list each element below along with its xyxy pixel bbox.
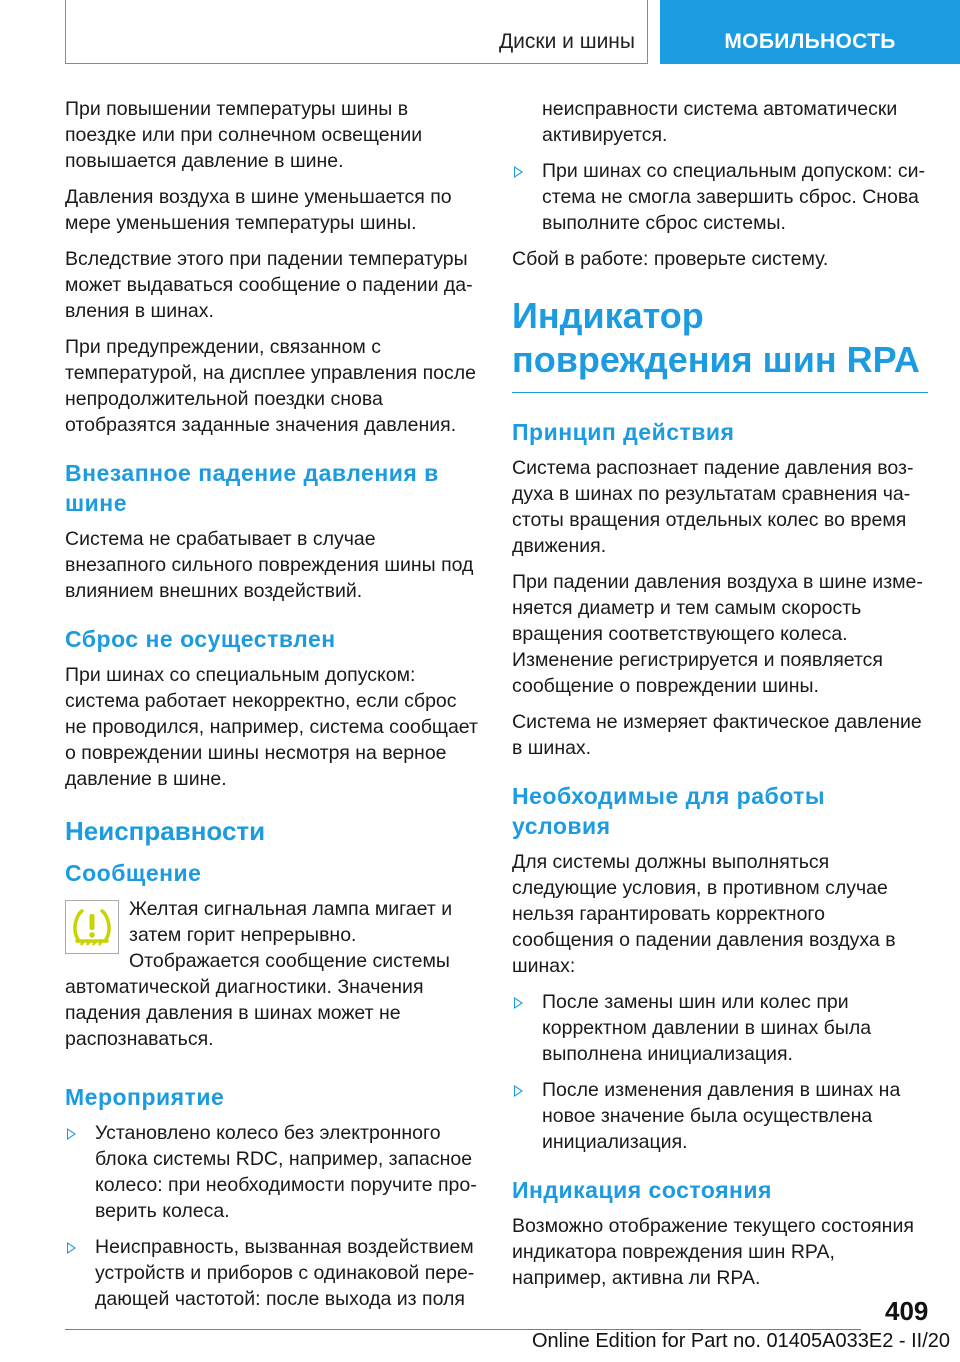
page-number: 409 bbox=[885, 1296, 929, 1326]
triangle-bullet-icon bbox=[514, 166, 523, 178]
continuation-list bbox=[512, 158, 928, 236]
paragraph: Система не измеряет фактическое давление в шинах. bbox=[512, 711, 922, 759]
heading-faults: Неисправности bbox=[65, 816, 266, 846]
list-item: После изменения давления в шинах на новое значение была осуществлена инициализация. bbox=[512, 1077, 928, 1155]
paragraph: Давления воздуха в шине уменьшается по мере уменьшения температуры шины. bbox=[65, 186, 452, 234]
paragraph: При шинах со специальным допуском: система работает некорректно, если сброс не проводился, например, система сообщает о повреждении шины несмотря на верное давление в шине. bbox=[65, 664, 478, 790]
heading-principle: Принцип действия bbox=[512, 419, 735, 445]
triangle-bullet-icon bbox=[514, 997, 523, 1009]
paragraph: Система распознает падение давления воздуха в шинах по результатам сравнения частоты вращения отдельных колес во время движения. bbox=[512, 457, 914, 557]
triangle-bullet-icon bbox=[67, 1242, 76, 1254]
heading-conditions: Необходимые для работы условия bbox=[512, 783, 826, 839]
triangle-bullet-icon bbox=[67, 1128, 76, 1140]
header-section-title: Диски и шины bbox=[498, 30, 635, 53]
header-chapter-tab: МОБИЛЬНОСТЬ bbox=[660, 0, 960, 64]
triangle-bullet-icon bbox=[514, 1085, 523, 1097]
list-item: После замены шин или колес при корректном давлении в шинах была выполнена инициализация. bbox=[512, 989, 928, 1067]
left-column bbox=[65, 96, 481, 1322]
heading-rpa: Индикатор повреждения шин RPA bbox=[512, 294, 928, 393]
heading-reset-not-done: Сброс не осуществлен bbox=[65, 626, 336, 652]
paragraph: Желтая сигнальная лампа мигает и затем горит непрерывно. Отображается сообщение системы автоматической диагностики. Значения падения давления в шинах может не распознаваться. bbox=[65, 898, 453, 1050]
list-item: Установлено колесо без электронного блока системы RDC, например, запасное колесо: при необходимости поручите проверить колеса. bbox=[65, 1120, 481, 1224]
paragraph: Для системы должны выполняться следующие условия, в противном случае нельзя гарантировать корректного сообщения о падении давления воздуха в шинах: bbox=[512, 851, 896, 977]
footer-edition: Online Edition for Part no. 01405A033E2 - II/20 bbox=[531, 1330, 950, 1352]
right-column bbox=[512, 96, 928, 1301]
measure-list bbox=[65, 1120, 481, 1312]
paragraph: неисправности система автоматически активируется. bbox=[542, 98, 898, 146]
paragraph: Сбой в работе: проверьте систему. bbox=[512, 248, 829, 270]
paragraph: Возможно отображение текущего состояния индикатора повреждения шин RPA, например, активна ли RPA. bbox=[512, 1215, 914, 1289]
paragraph: При повышении температуры шины в поездке или при солнечном освещении повышается давление в шине. bbox=[65, 98, 423, 172]
list-item: При шинах со специальным допуском: система не смогла завершить сброс. Снова выполните сброс системы. bbox=[512, 158, 928, 236]
heading-sudden-pressure-loss: Внезапное падение давления в шине bbox=[65, 460, 439, 516]
conditions-list bbox=[512, 989, 928, 1155]
heading-status: Индикация состояния bbox=[512, 1177, 772, 1203]
heading-message: Сообщение bbox=[65, 860, 202, 886]
paragraph: Система не срабатывает в случае внезапного сильного повреждения шины под влиянием внешних воздействий. bbox=[65, 528, 474, 602]
list-item: Неисправность, вызванная воздействием устройств и приборов с одинаковой передающей частотой: после выхода из поля bbox=[65, 1234, 481, 1312]
paragraph: При предупреждении, связанном с температурой, на дисплее управления после непродолжительной поездки снова отобразятся заданные значения давления. bbox=[65, 336, 476, 436]
paragraph: При падении давления воздуха в шине изменяется диаметр и тем самым скорость вращения соответствующего колеса. Изменение регистрируется и появляется сообщение о повреждении шины. bbox=[512, 571, 923, 697]
message-block bbox=[65, 896, 481, 1052]
tire-pressure-warning-icon bbox=[65, 900, 119, 954]
heading-measure: Мероприятие bbox=[65, 1084, 225, 1110]
paragraph: Вследствие этого при падении температуры может выдаваться сообщение о падении давления в шинах. bbox=[65, 248, 473, 322]
